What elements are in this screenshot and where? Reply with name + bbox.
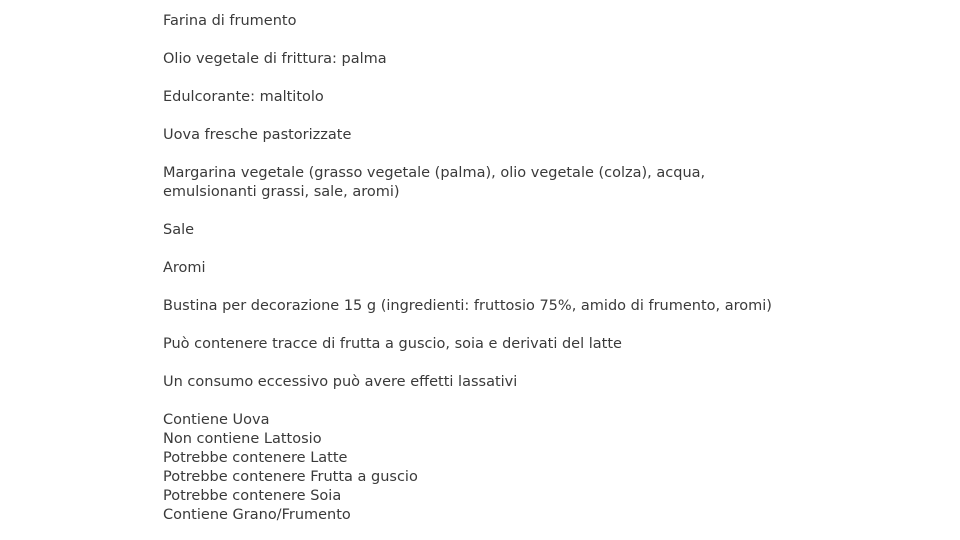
- ingredient-item: Uova fresche pastorizzate: [163, 127, 352, 143]
- allergen-item: Non contiene Lattosio: [163, 431, 322, 447]
- allergen-item: Potrebbe contenere Frutta a guscio: [163, 469, 418, 485]
- ingredient-item: Sale: [163, 222, 195, 238]
- allergen-item: Contiene Grano/Frumento: [163, 507, 351, 523]
- ingredient-item: Edulcorante: maltitolo: [163, 89, 324, 105]
- allergen-item: Potrebbe contenere Soia: [163, 488, 342, 504]
- allergen-item: Contiene Uova: [163, 412, 270, 428]
- ingredient-item: Un consumo eccessivo può avere effetti lassativi: [163, 374, 518, 390]
- ingredient-item: Può contenere tracce di frutta a guscio, soia e derivati del latte: [163, 336, 622, 352]
- ingredient-item: Farina di frumento: [163, 13, 297, 29]
- allergen-item: Potrebbe contenere Latte: [163, 450, 348, 466]
- ingredient-item: Bustina per decorazione 15 g (ingredienti: fruttosio 75%, amido di frumento, aromi): [163, 298, 772, 314]
- allergen-list: [163, 411, 803, 525]
- ingredient-item: Margarina vegetale (grasso vegetale (palma), olio vegetale (colza), acqua, emulsionanti grassi, sale, aromi): [163, 165, 706, 200]
- ingredient-item: Olio vegetale di frittura: palma: [163, 51, 387, 67]
- ingredients-list: [163, 12, 803, 525]
- ingredient-item: Aromi: [163, 260, 206, 276]
